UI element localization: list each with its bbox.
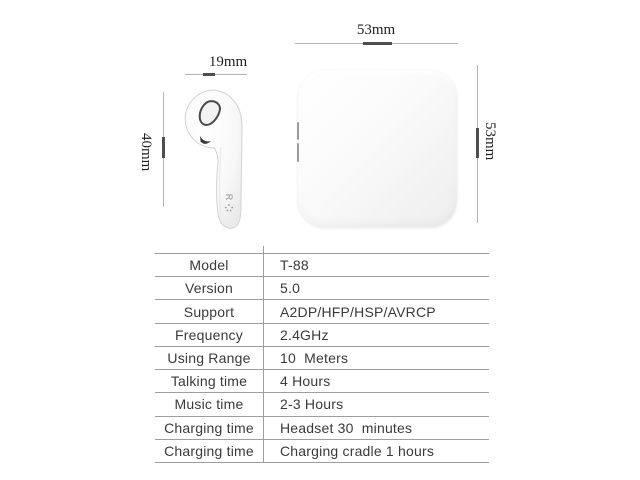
spec-value: A2DP/HFP/HSP/AVRCP	[280, 303, 436, 320]
earbud-illustration	[166, 85, 262, 237]
case-lid-seam	[297, 143, 299, 162]
table-row	[155, 369, 489, 392]
table-row	[155, 439, 489, 462]
spec-value: 2-3 Hours	[280, 396, 344, 413]
earbud-width-dimension-mark	[203, 73, 215, 76]
case-width-label: 53mm	[356, 22, 396, 38]
spec-label: Frequency	[175, 326, 243, 343]
specification-table	[155, 253, 489, 463]
table-row	[155, 323, 489, 346]
table-row	[155, 299, 489, 322]
case-height-label: 53mm	[482, 122, 498, 161]
earbud-width-label: 19mm	[208, 54, 248, 70]
charging-case-illustration	[298, 70, 457, 227]
case-height-dimension-mark	[476, 128, 479, 158]
spec-label: Model	[189, 257, 229, 274]
earbud-width-dimension-line	[185, 74, 247, 75]
case-lid-seam	[297, 122, 299, 140]
earbud-side-marking: R	[224, 193, 234, 201]
table-row	[155, 253, 489, 276]
table-row	[155, 276, 489, 299]
case-width-dimension-mark	[363, 42, 392, 45]
spec-label: Talking time	[170, 373, 248, 390]
spec-value: 10 Meters	[280, 349, 349, 366]
spec-label: Support	[183, 303, 235, 320]
table-row	[155, 416, 489, 439]
table-row	[155, 346, 489, 369]
spec-value: Charging cradle 1 hours	[280, 442, 435, 459]
spec-value: 4 Hours	[280, 373, 331, 390]
spec-value: 2.4GHz	[280, 326, 329, 343]
earbud-height-dimension-mark	[162, 137, 165, 158]
spec-value: 5.0	[280, 280, 301, 297]
table-row	[155, 392, 489, 415]
spec-label: Music time	[174, 396, 244, 413]
spec-label: Charging time	[164, 419, 254, 436]
earbud-height-label: 40mm	[138, 133, 154, 172]
spec-label: Charging time	[164, 442, 254, 459]
spec-value: Headset 30 minutes	[280, 419, 413, 436]
spec-label: Version	[184, 280, 234, 297]
spec-value: T-88	[280, 257, 309, 274]
spec-label: Using Range	[167, 349, 251, 366]
